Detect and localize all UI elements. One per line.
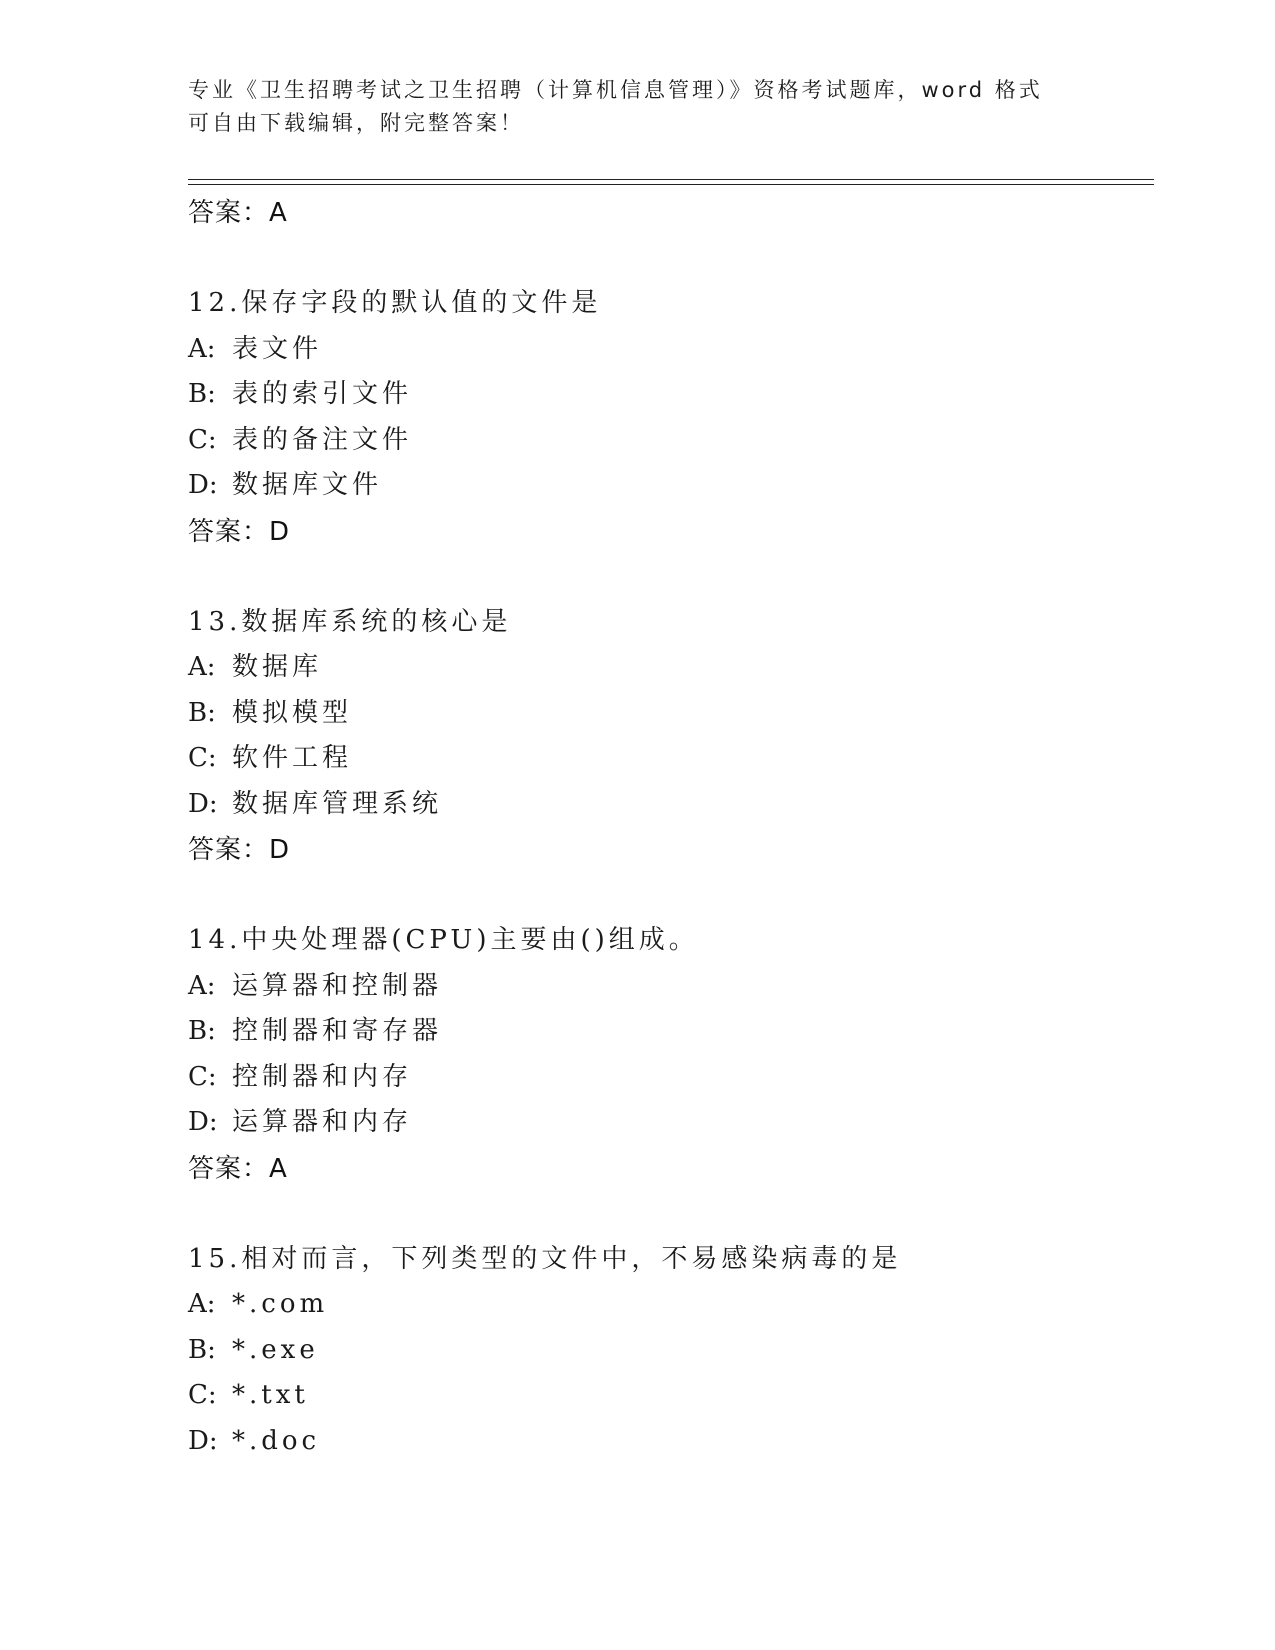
option-a [188, 1282, 1148, 1328]
option-d [188, 1419, 1148, 1465]
question-title: 13.数据库系统的核心是 [188, 606, 512, 637]
option-text: *.exe [232, 1334, 319, 1365]
option-text: 表文件 [232, 333, 323, 364]
option-text: 数据库文件 [232, 470, 383, 500]
option-b [188, 691, 1148, 737]
option-letter: D: [188, 470, 218, 500]
option-letter: A: [188, 333, 216, 364]
option-c [188, 1373, 1148, 1419]
header-line-1: 专业《卫生招聘考试之卫生招聘（计算机信息管理）》资格考试题库，word 格式 [188, 78, 1043, 102]
option-text: 表的备注文件 [232, 424, 413, 455]
option-letter: B: [188, 1334, 216, 1365]
question-title: 15.相对而言，下列类型的文件中，不易感染病毒的是 [188, 1243, 902, 1274]
option-c [188, 418, 1148, 464]
option-letter: A: [188, 1289, 216, 1319]
option-text: 控制器和寄存器 [232, 1016, 443, 1046]
option-a [188, 327, 1148, 373]
answer-line: 答案：D [188, 835, 291, 865]
option-text: 运算器和控制器 [232, 970, 443, 1001]
document-header [188, 74, 1088, 140]
option-c [188, 736, 1148, 782]
header-divider-top [188, 179, 1154, 180]
option-text: 控制器和内存 [232, 1061, 413, 1092]
question-title: 14.中央处理器(CPU)主要由()组成。 [188, 925, 699, 955]
question-12 [188, 281, 1148, 555]
answer-line: 答案：D [188, 516, 291, 547]
answer-line: 答案：A [188, 198, 288, 228]
option-letter: D: [188, 1107, 218, 1137]
option-d [188, 1100, 1148, 1146]
question-13 [188, 600, 1148, 874]
option-c [188, 1055, 1148, 1101]
option-letter: B: [188, 1016, 216, 1046]
question-15 [188, 1237, 1148, 1465]
option-letter: C: [188, 424, 217, 455]
option-letter: D: [188, 788, 218, 819]
option-text: *.doc [232, 1425, 321, 1456]
option-letter: B: [188, 697, 216, 728]
option-text: *.com [232, 1289, 329, 1319]
option-text: 表的索引文件 [232, 379, 413, 409]
option-text: 软件工程 [232, 743, 353, 773]
header-divider-bottom [188, 184, 1154, 185]
option-a [188, 964, 1148, 1010]
option-letter: B: [188, 379, 216, 409]
option-text: *.txt [232, 1380, 309, 1410]
question-title: 12.保存字段的默认值的文件是 [188, 288, 602, 318]
option-b [188, 1328, 1148, 1374]
option-text: 数据库管理系统 [232, 788, 443, 819]
option-b [188, 1009, 1148, 1055]
option-d [188, 463, 1148, 509]
question-14 [188, 918, 1148, 1192]
option-text: 模拟模型 [232, 697, 353, 728]
option-b [188, 372, 1148, 418]
option-d [188, 782, 1148, 828]
option-letter: C: [188, 1061, 217, 1092]
option-text: 运算器和内存 [232, 1107, 413, 1137]
answer-line: 答案：A [188, 1153, 288, 1184]
header-line-2: 可自由下载编辑，附完整答案！ [188, 111, 524, 135]
option-text: 数据库 [232, 652, 323, 682]
option-letter: C: [188, 743, 217, 773]
option-letter: D: [188, 1425, 218, 1456]
option-letter: C: [188, 1380, 217, 1410]
option-a [188, 645, 1148, 691]
option-letter: A: [188, 970, 216, 1001]
option-letter: A: [188, 652, 216, 682]
question-list [188, 190, 1148, 1464]
